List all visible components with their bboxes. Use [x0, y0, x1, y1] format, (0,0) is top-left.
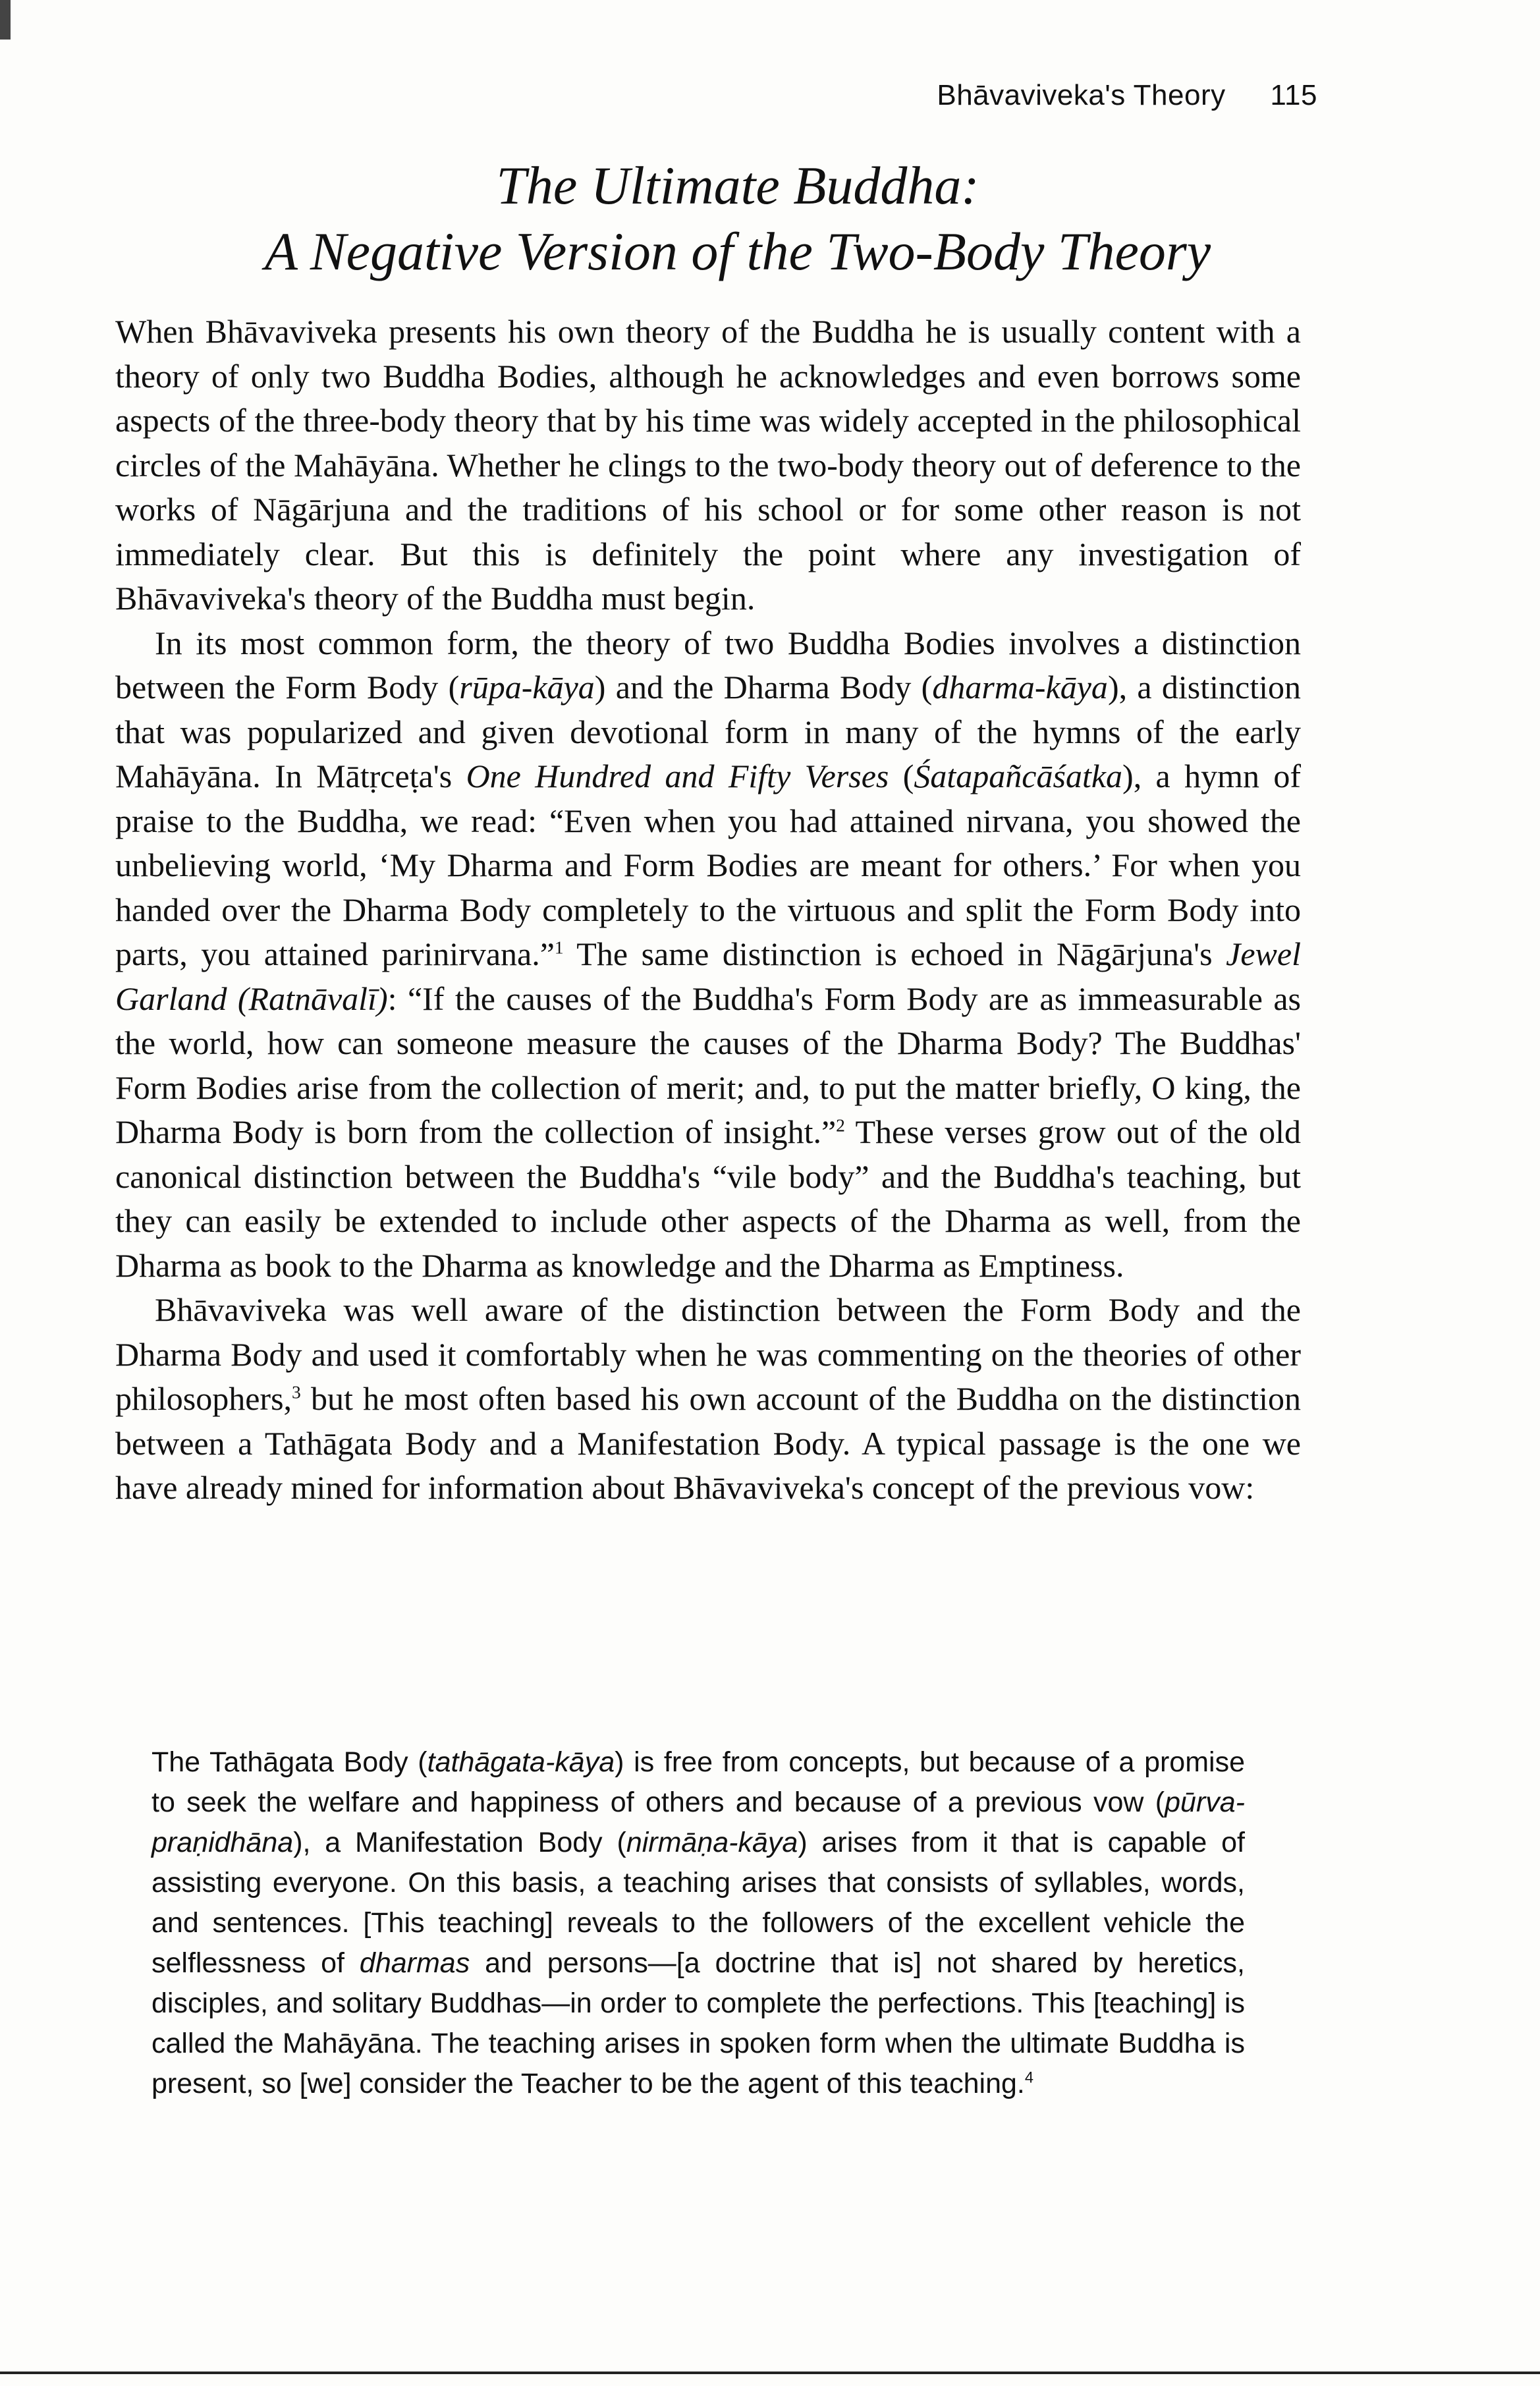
- section-title: [158, 153, 1317, 285]
- footnote-ref-3: 3: [292, 1381, 301, 1402]
- page-number: 115: [1270, 79, 1317, 111]
- quote-paragraph: The Tathāgata Body (tathāgata-kāya) is free from concepts, but because of a promise to seek the welfare and happiness of others and because of a previous vow (pūrva-praṇidhāna), a Manifestation Body (nirmāṇa-kāya) arises from it that is capable of assisting everyone. On this basis, a teaching arises that consists of syllables, words, and sentences. [This teaching] reveals to the followers of the excellent vehicle the selflessness of dharmas and persons—[a doctrine that is] not shared by heretics, disciples, and solitary Buddhas—in order to complete the perfections. This [teaching] is called the Mahāyāna. The teaching arises in spoken form when the ultimate Buddha is present, so [we] consider the Teacher to be the agent of this teaching.$^4$: [151, 1746, 1245, 2099]
- scan-edge-mark: [0, 0, 11, 40]
- paragraph-2: In its most common form, the theory of two Buddha Bodies involves a distinction between the Form Body (rūpa-kāya) and the Dharma Body (dharma-kāya), a distinction that was popularized and given devotional form in many of the hymns of the early Mahāyāna. In Mātṛceṭa's One Hundred and Fifty Verses (Śatapañcāśatka), a hymn of praise to the Buddha, we read: “Even when you had attained nirvana, you showed the unbelieving world, ‘My Dharma and Form Bodies are meant for others.’ For when you handed over the Dharma Body completely to the virtuous and split the Form Body into parts, you attained parinirvana.”$^1$ The same distinction is echoed in Nāgārjuna's Jewel Garland (Ratnāvalī): “If the causes of the Buddha's Form Body are as immeasurable as the world, how can someone measure the causes of the Dharma Body? The Buddhas' Form Bodies arise from the collection of merit; and, to put the matter briefly, O king, the Dharma Body is born from the collection of insight.”$^2$ These verses grow out of the old canonical distinction between the Buddha's “vile body” and the Buddha's teaching, but they can easily be extended to include other aspects of the Dharma as well, from the Dharma as book to the Dharma as knowledge and the Dharma as Emptiness.: [115, 624, 1302, 1284]
- paragraph-3: Bhāvaviveka was well aware of the distinction between the Form Body and the Dharma Body and used it comfortably when he was commenting on the theories of other philosophers,$^3$ but he most often based his own account of the Buddha on the distinction between a Tathāgata Body and a Manifestation Body. A typical passage is the one we have already mined for information about Bhāvaviveka's concept of the previous vow:: [115, 1291, 1301, 1506]
- body-text: [115, 310, 1301, 1511]
- running-header: [659, 79, 1317, 112]
- block-quote: [151, 1742, 1245, 2104]
- footnote-ref-2: 2: [836, 1115, 845, 1136]
- footnote-ref-1: 1: [554, 937, 564, 958]
- section-title-line-1: The Ultimate Buddha:: [496, 155, 979, 215]
- paragraph-1: When Bhāvaviveka presents his own theory of the Buddha he is usually content with a theory of only two Buddha Bodies, although he acknowledges and even borrows some aspects of the three-body theory that by his time was widely accepted in the philosophical circles of the Mahāyāna. Whether he clings to the two-body theory out of deference to the works of Nāgārjuna and the traditions of his school or for some other reason is not immediately clear. But this is definitely the point where any investigation of Bhāvaviveka's theory of the Buddha must begin.: [115, 313, 1301, 617]
- scan-bottom-edge: [0, 2372, 1540, 2374]
- section-title-line-2: A Negative Version of the Two-Body Theory: [264, 221, 1211, 281]
- running-title: Bhāvaviveka's Theory: [937, 79, 1226, 111]
- footnote-ref-4: 4: [1024, 2069, 1034, 2087]
